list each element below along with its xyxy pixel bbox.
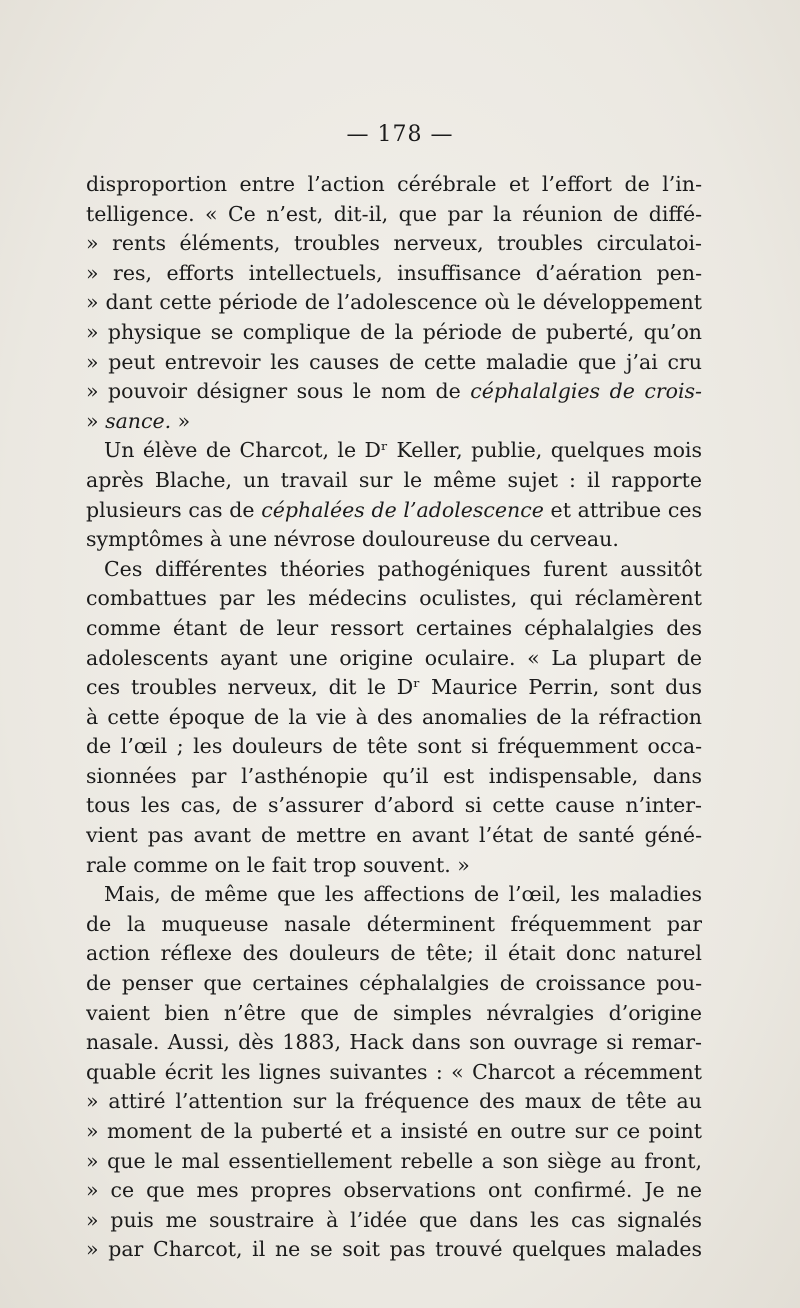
text-segment: » moment de la puberté et a insisté en outre sur ce point [86, 1119, 702, 1143]
text-segment: Ces différentes théories pathogéniques furent aussitôt [104, 556, 702, 581]
text-line [86, 1176, 702, 1206]
text-line [86, 910, 702, 940]
text-line [86, 170, 702, 200]
text-segment: comme étant de leur ressort certaines céphalalgies des [86, 615, 702, 640]
text-segment: Un élève de Charcot, le Dʳ Keller, publie, quelques mois [104, 438, 702, 463]
text-segment: » [86, 408, 106, 433]
text-line [86, 703, 702, 733]
text-segment: rale comme on le fait trop souvent. » [86, 852, 470, 877]
italic-segment: céphalalgies de crois- [470, 379, 702, 404]
text-segment: après Blache, un travail sur le même sujet : il rapporte [86, 467, 702, 492]
text-segment: telligence. « Ce n’est, dit-il, que par la réunion de diffé- [86, 201, 702, 226]
text-segment: » pouvoir désigner sous le nom de [86, 379, 471, 404]
text-line [86, 1028, 702, 1058]
text-line [86, 1117, 702, 1147]
text-line [86, 555, 702, 585]
text-segment: » que le mal essentiellement rebelle a son siège au front, [86, 1148, 702, 1173]
text-line [86, 1087, 702, 1117]
text-segment: et attribue ces [543, 497, 702, 522]
text-line [86, 407, 702, 437]
text-line [86, 880, 702, 910]
text-line [86, 259, 702, 289]
italic-segment: sance. [105, 408, 172, 433]
text-line [86, 348, 702, 378]
text-line [86, 1147, 702, 1177]
text-line [86, 1206, 702, 1236]
text-line [86, 1058, 702, 1088]
text-segment: » par Charcot, il ne se soit pas trouvé quelques malades [86, 1237, 702, 1262]
text-segment: » res, efforts intellectuels, insuffisance d’aération pen- [86, 260, 702, 285]
text-line [86, 1235, 702, 1265]
text-line [86, 851, 702, 881]
text-segment: » puis me soustraire à l’idée que dans les cas signalés [86, 1207, 702, 1232]
page-number: — 178 — [346, 122, 454, 147]
text-segment: combattues par les médecins oculistes, qui réclamèrent [86, 586, 702, 611]
text-line [86, 525, 702, 555]
text-segment: symptômes à une névrose douloureuse du cerveau. [86, 527, 619, 552]
text-line [86, 288, 702, 318]
text-segment: quable écrit les lignes suivantes : « Charcot a récemment [86, 1059, 702, 1084]
text-line [86, 584, 702, 614]
text-segment: adolescents ayant une origine oculaire. « La plupart de [86, 645, 702, 670]
text-segment: tous les cas, de s’assurer d’abord si cette cause n’inter- [86, 793, 702, 818]
text-line [86, 496, 702, 526]
text-segment: » dant cette période de l’adolescence où le développement [86, 290, 702, 315]
text-segment: » ce que mes propres observations ont confirmé. Je ne [86, 1178, 702, 1203]
italic-segment: céphalées de l’adolescence [261, 497, 544, 522]
text-segment: ces troubles nerveux, dit le Dʳ Maurice Perrin, sont dus [86, 675, 702, 700]
text-line [86, 939, 702, 969]
text-segment: à cette époque de la vie à des anomalies de la réfraction [86, 704, 702, 729]
text-line [86, 732, 702, 762]
text-segment: disproportion entre l’action cérébrale et l’effort de l’in- [86, 172, 702, 196]
text-line [86, 762, 702, 792]
text-line [86, 791, 702, 821]
text-line [86, 673, 702, 703]
text-segment: plusieurs cas de [86, 497, 262, 522]
text-segment: de l’œil ; les douleurs de tête sont si fréquemment occa- [86, 734, 702, 759]
text-segment: » physique se complique de la période de puberté, qu’on [86, 319, 702, 344]
text-line [86, 999, 702, 1029]
body-text [86, 170, 702, 1265]
text-line [86, 644, 702, 674]
text-line [86, 614, 702, 644]
text-line [86, 821, 702, 851]
text-segment: de penser que certaines céphalalgies de croissance pou- [86, 971, 702, 996]
text-segment: de la muqueuse nasale déterminent fréquemment par [86, 911, 702, 936]
text-line [86, 318, 702, 348]
text-segment: sionnées par l’asthénopie qu’il est indispensable, dans [86, 763, 702, 788]
text-line [86, 229, 702, 259]
text-segment: » peut entrevoir les causes de cette maladie que j’ai cru [86, 349, 702, 374]
text-segment: nasale. Aussi, dès 1883, Hack dans son ouvrage si remar- [86, 1030, 702, 1055]
text-segment: Mais, de même que les affections de l’œil, les maladies [104, 882, 702, 907]
text-segment: » attiré l’attention sur la fréquence des maux de tête au [86, 1089, 702, 1114]
text-line [86, 969, 702, 999]
text-line [86, 466, 702, 496]
text-segment: » rents éléments, troubles nerveux, troubles circulatoi- [86, 231, 702, 256]
text-line [86, 377, 702, 407]
text-segment: vient pas avant de mettre en avant l’état de santé géné- [86, 823, 702, 848]
text-line [86, 436, 702, 466]
text-segment: vaient bien n’être que de simples névralgies d’origine [86, 1000, 702, 1025]
text-segment: action réflexe des douleurs de tête; il était donc naturel [86, 941, 702, 966]
text-line [86, 200, 702, 230]
text-segment: » [171, 408, 191, 433]
